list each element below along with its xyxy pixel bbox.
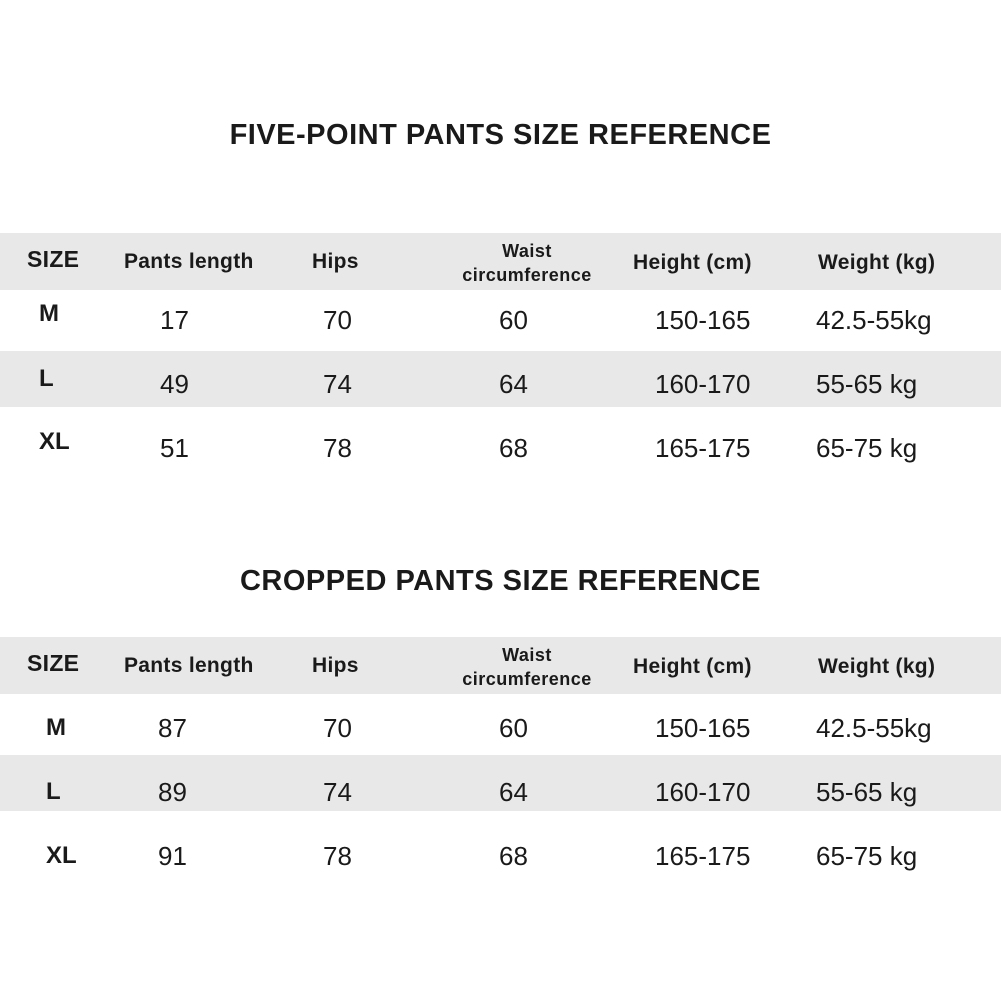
row-hips: 78 — [323, 433, 352, 463]
row-hips: 74 — [323, 777, 352, 807]
row-pants-length: 51 — [160, 433, 189, 463]
header-pants-length: Pants length — [124, 654, 254, 677]
cropped-table-title: CROPPED PANTS SIZE REFERENCE — [239, 565, 762, 597]
header-height: Height (cm) — [633, 655, 752, 678]
header-waist-line1: Waist — [502, 241, 552, 261]
row-pants-length: 91 — [158, 841, 187, 871]
row-waist: 64 — [499, 369, 528, 399]
row-waist: 68 — [499, 841, 528, 871]
five-point-table-title: FIVE-POINT PANTS SIZE REFERENCE — [229, 119, 772, 151]
row-hips: 74 — [323, 369, 352, 399]
header-height: Height (cm) — [633, 251, 752, 274]
row-weight: 42.5-55kg — [816, 305, 932, 335]
row-pants-length: 49 — [160, 369, 189, 399]
header-waist-circumference — [442, 239, 612, 287]
row-weight: 65-75 kg — [816, 841, 918, 871]
header-size: SIZE — [27, 246, 80, 272]
row-size: L — [39, 365, 54, 392]
row-weight: 42.5-55kg — [816, 713, 932, 743]
header-waist-line2: circumference — [462, 669, 592, 689]
row-size: L — [46, 778, 61, 805]
header-size: SIZE — [27, 650, 80, 676]
row-size: M — [39, 300, 59, 327]
row-hips: 78 — [323, 841, 352, 871]
row-height: 160-170 — [655, 369, 751, 399]
header-weight: Weight (kg) — [818, 251, 936, 274]
row-waist: 68 — [499, 433, 528, 463]
row-weight: 65-75 kg — [816, 433, 918, 463]
header-waist-circumference — [442, 643, 612, 691]
row-height: 165-175 — [655, 433, 751, 463]
row-size: M — [46, 714, 66, 741]
row-pants-length: 87 — [158, 713, 187, 743]
row-size: XL — [39, 428, 70, 455]
header-weight: Weight (kg) — [818, 655, 936, 678]
row-waist: 60 — [499, 713, 528, 743]
header-pants-length: Pants length — [124, 250, 254, 273]
row-weight: 55-65 kg — [816, 369, 918, 399]
row-pants-length: 17 — [160, 305, 189, 335]
row-waist: 60 — [499, 305, 528, 335]
row-height: 165-175 — [655, 841, 751, 871]
row-hips: 70 — [323, 305, 352, 335]
row-height: 160-170 — [655, 777, 751, 807]
row-waist: 64 — [499, 777, 528, 807]
row-hips: 70 — [323, 713, 352, 743]
row-height: 150-165 — [655, 713, 751, 743]
header-waist-line2: circumference — [462, 265, 592, 285]
header-hips: Hips — [312, 250, 359, 273]
header-hips: Hips — [312, 654, 359, 677]
row-weight: 55-65 kg — [816, 777, 918, 807]
row-pants-length: 89 — [158, 777, 187, 807]
row-size: XL — [46, 842, 77, 869]
row-height: 150-165 — [655, 305, 751, 335]
header-waist-line1: Waist — [502, 645, 552, 665]
